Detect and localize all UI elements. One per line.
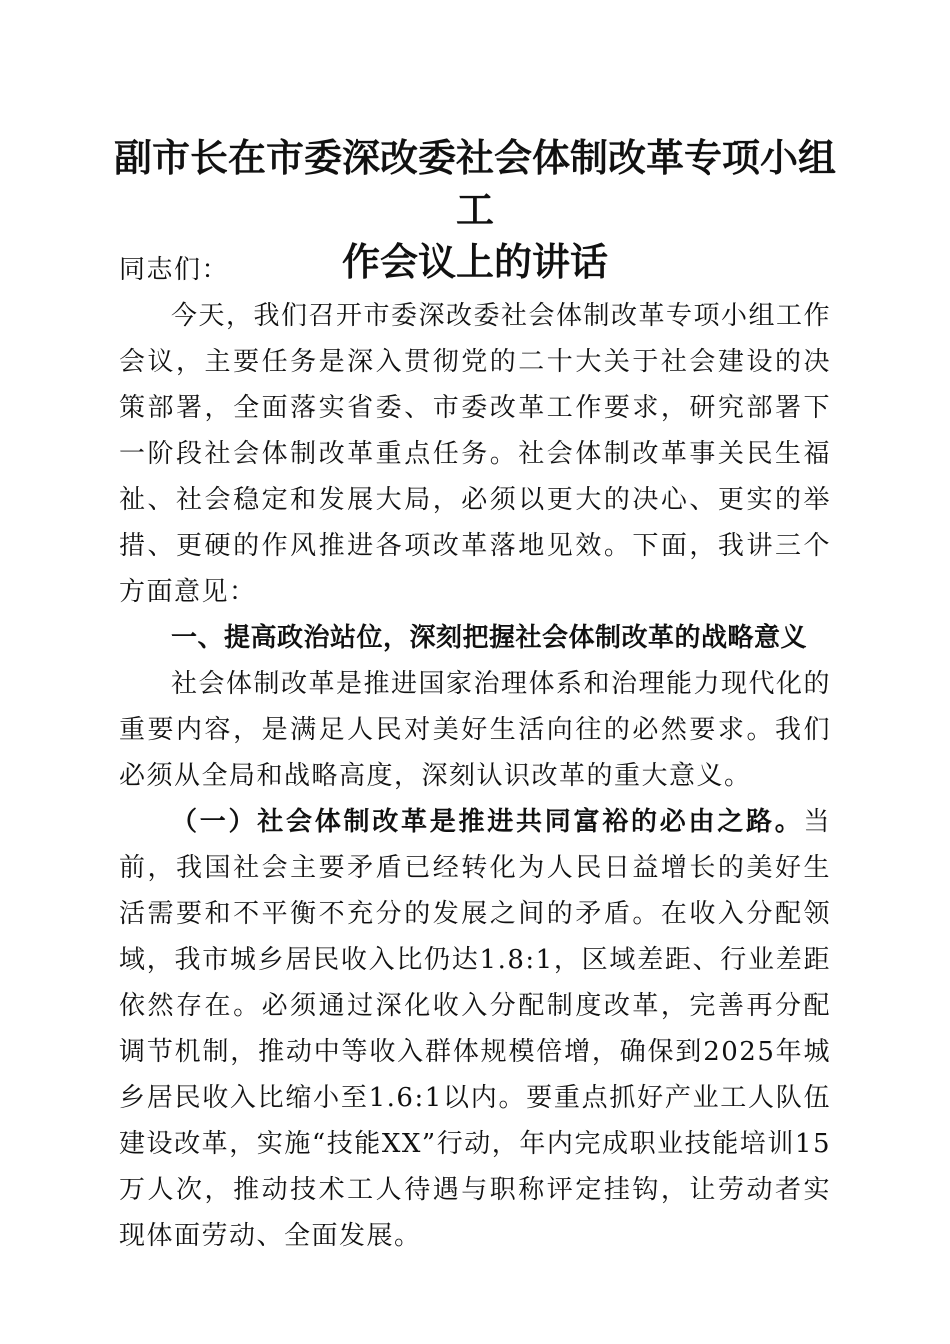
document-body: [119, 247, 831, 1259]
section-1-heading: 一、提高政治站位，深刻把握社会体制改革的战略意义: [171, 623, 808, 653]
subsection-1-paragraph: [119, 799, 831, 1259]
subsection-1-body: 当前，我国社会主要矛盾已经转化为人民日益增长的美好生活需要和不平衡不充分的发展之间的矛盾。在收入分配领域，我市城乡居民收入比仍达1.8:1，区域差距、行业差距依然存在。必须通过深化收入分配制度改革，完善再分配调节机制，推动中等收入群体规模倍增，确保到2025年城乡居民收入比缩小至1.6:1以内。要重点抓好产业工人队伍建设改革，实施“技能XX”行动，年内完成职业技能培训15万人次，推动技术工人待遇与职称评定挂钩，让劳动者实现体面劳动、全面发展。: [119, 807, 831, 1251]
title-line-1: 副市长在市委深改委社会体制改革专项小组工: [113, 135, 836, 232]
title-line-2: 作会议上的讲话: [341, 239, 608, 284]
intro-paragraph: 今天，我们召开市委深改委社会体制改革专项小组工作会议，主要任务是深入贯彻党的二十大关于社会建设的决策部署，全面落实省委、市委改革工作要求，研究部署下一阶段社会体制改革重点任务。社会体制改革事关民生福祉、社会稳定和发展大局，必须以更大的决心、更实的举措、更硬的作风推进各项改革落地见效。下面，我讲三个方面意见：: [119, 301, 832, 607]
section-1-paragraph: 社会体制改革是推进国家治理体系和治理能力现代化的重要内容，是满足人民对美好生活向往的必然要求。我们必须从全局和战略高度，深刻认识改革的重大意义。: [119, 669, 832, 791]
subsection-1-heading: （一）社会体制改革是推进共同富裕的必由之路。: [171, 807, 804, 837]
salutation: 同志们：: [119, 255, 230, 285]
